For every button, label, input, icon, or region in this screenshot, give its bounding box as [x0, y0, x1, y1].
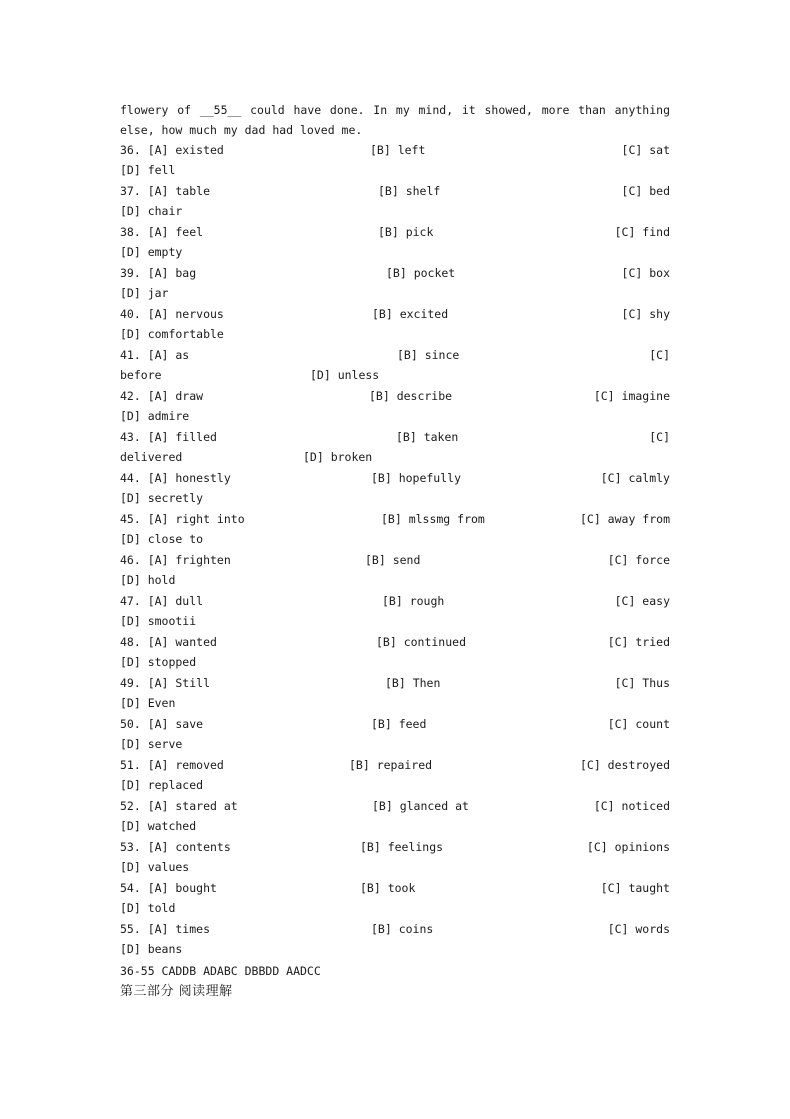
question-continuation-row	[120, 406, 670, 427]
option-d: [D] replaced	[120, 778, 204, 792]
question-continuation-row	[120, 201, 670, 222]
question-continuation-row	[120, 365, 670, 386]
question-item	[120, 837, 670, 878]
question-options-row	[120, 304, 670, 324]
question-options-row	[120, 673, 670, 693]
option-d: [D] secretly	[120, 491, 204, 505]
option-c: [C] tried	[607, 635, 670, 649]
question-item	[120, 878, 670, 919]
option-a: 51. [A] removed	[120, 758, 224, 772]
question-continuation-row	[120, 283, 670, 304]
option-c: [C] opinions	[586, 840, 670, 854]
option-a: 42. [A] draw	[120, 389, 204, 403]
question-item	[120, 591, 670, 632]
question-options-row	[120, 796, 670, 816]
option-b: [B] glanced at	[372, 799, 469, 813]
question-continuation-row	[120, 570, 670, 591]
question-options-row	[120, 140, 670, 160]
option-a: 49. [A] Still	[120, 676, 211, 690]
option-c: [C]	[649, 348, 670, 362]
option-a: 36. [A] existed	[120, 143, 224, 157]
question-options-row	[120, 386, 670, 406]
question-options-row	[120, 222, 670, 242]
option-c: [C] taught	[600, 881, 670, 895]
option-c: [C] find	[614, 225, 670, 239]
question-options-row	[120, 837, 670, 857]
option-d: [D] told	[120, 901, 176, 915]
question-item	[120, 673, 670, 714]
option-c: [C] sat	[621, 143, 670, 157]
option-a: 50. [A] save	[120, 717, 204, 731]
option-b: [B] taken	[396, 430, 459, 444]
question-options-row	[120, 263, 670, 283]
option-b: [B] excited	[372, 307, 449, 321]
question-options-row	[120, 878, 670, 898]
option-b: [B] feed	[371, 717, 427, 731]
question-options-row	[120, 509, 670, 529]
question-item	[120, 468, 670, 509]
option-c: [C] words	[607, 922, 670, 936]
option-d: [D] empty	[120, 245, 183, 259]
option-c: [C] away from	[579, 512, 670, 526]
option-b: [B] describe	[369, 389, 453, 403]
question-item	[120, 181, 670, 222]
question-options-row	[120, 345, 670, 365]
question-list	[120, 140, 670, 960]
option-b: [B] left	[370, 143, 426, 157]
option-b: [B] pick	[378, 225, 434, 239]
question-options-row	[120, 919, 670, 939]
question-continuation-row	[120, 242, 670, 263]
question-continuation-row	[120, 652, 670, 673]
question-item	[120, 796, 670, 837]
option-d: [D] Even	[120, 696, 176, 710]
option-a: 43. [A] filled	[120, 430, 217, 444]
option-c: [C] shy	[621, 307, 670, 321]
question-continuation-row	[120, 160, 670, 181]
question-continuation-row	[120, 611, 670, 632]
option-c-continued: delivered	[120, 450, 183, 464]
question-item	[120, 509, 670, 550]
option-d: [D] serve	[120, 737, 183, 751]
option-d: [D] admire	[120, 409, 190, 423]
option-d: [D] fell	[120, 163, 176, 177]
option-c: [C] imagine	[593, 389, 670, 403]
option-c: [C] Thus	[614, 676, 670, 690]
option-d: [D] stopped	[120, 655, 197, 669]
option-b: [B] continued	[376, 635, 467, 649]
question-continuation-row	[120, 529, 670, 550]
option-c: [C] force	[607, 553, 670, 567]
question-options-row	[120, 714, 670, 734]
option-c: [C] noticed	[593, 799, 670, 813]
question-item	[120, 919, 670, 960]
option-c: [C] calmly	[600, 471, 670, 485]
option-c: [C] easy	[614, 594, 670, 608]
option-b: [B] pocket	[386, 266, 456, 280]
option-c: [C] destroyed	[579, 758, 670, 772]
question-options-row	[120, 550, 670, 570]
question-item	[120, 304, 670, 345]
question-continuation-row	[120, 324, 670, 345]
question-continuation-row	[120, 898, 670, 919]
question-item	[120, 222, 670, 263]
option-a: 41. [A] as	[120, 348, 190, 362]
question-options-row	[120, 632, 670, 652]
question-item	[120, 345, 670, 386]
option-c: [C]	[649, 430, 670, 444]
option-d: [D] broken	[303, 450, 373, 464]
question-continuation-row	[120, 775, 670, 796]
question-item	[120, 632, 670, 673]
option-d: [D] comfortable	[120, 327, 224, 341]
option-d: [D] smootii	[120, 614, 197, 628]
question-item	[120, 550, 670, 591]
option-c-continued: before	[120, 368, 162, 382]
option-a: 45. [A] right into	[120, 512, 245, 526]
question-item	[120, 427, 670, 468]
question-options-row	[120, 755, 670, 775]
option-a: 48. [A] wanted	[120, 635, 217, 649]
option-b: [B] took	[360, 881, 416, 895]
question-item	[120, 140, 670, 181]
option-d: [D] watched	[120, 819, 197, 833]
option-c: [C] bed	[621, 184, 670, 198]
question-options-row	[120, 427, 670, 447]
option-d: [D] jar	[120, 286, 169, 300]
question-options-row	[120, 181, 670, 201]
option-b: [B] rough	[382, 594, 445, 608]
option-b: [B] coins	[371, 922, 434, 936]
section-heading: 第三部分 阅读理解	[120, 984, 233, 999]
question-continuation-row	[120, 693, 670, 714]
question-item	[120, 386, 670, 427]
option-b: [B] repaired	[349, 758, 433, 772]
option-b: [B] since	[397, 348, 460, 362]
passage-ending: flowery of __55__ could have done. In my mind, it showed, more than anything else, how much my dad had loved me.	[120, 103, 670, 137]
option-d: [D] close to	[120, 532, 204, 546]
question-item	[120, 714, 670, 755]
option-a: 39. [A] bag	[120, 266, 197, 280]
option-b: [B] hopefully	[371, 471, 462, 485]
option-a: 53. [A] contents	[120, 840, 231, 854]
option-d: [D] values	[120, 860, 190, 874]
question-options-row	[120, 591, 670, 611]
option-a: 44. [A] honestly	[120, 471, 231, 485]
option-d: [D] beans	[120, 942, 183, 956]
option-a: 46. [A] frighten	[120, 553, 231, 567]
option-c: [C] count	[607, 717, 670, 731]
option-b: [B] mlssmg from	[381, 512, 485, 526]
question-continuation-row	[120, 488, 670, 509]
option-b: [B] shelf	[378, 184, 441, 198]
option-d: [D] unless	[310, 368, 380, 382]
option-a: 54. [A] bought	[120, 881, 217, 895]
question-continuation-row	[120, 447, 670, 468]
question-continuation-row	[120, 939, 670, 960]
option-a: 37. [A] table	[120, 184, 211, 198]
question-item	[120, 263, 670, 304]
option-d: [D] chair	[120, 204, 183, 218]
answer-key: 36-55 CADDB ADABC DBBDD AADCC	[120, 964, 321, 978]
question-continuation-row	[120, 816, 670, 837]
question-item	[120, 755, 670, 796]
option-b: [B] feelings	[360, 840, 444, 854]
document-page	[120, 100, 670, 1002]
option-b: [B] send	[365, 553, 421, 567]
option-a: 38. [A] feel	[120, 225, 204, 239]
question-options-row	[120, 468, 670, 488]
question-continuation-row	[120, 734, 670, 755]
option-a: 47. [A] dull	[120, 594, 204, 608]
option-a: 40. [A] nervous	[120, 307, 224, 321]
option-b: [B] Then	[385, 676, 441, 690]
option-d: [D] hold	[120, 573, 176, 587]
question-continuation-row	[120, 857, 670, 878]
option-a: 52. [A] stared at	[120, 799, 238, 813]
option-c: [C] box	[621, 266, 670, 280]
option-a: 55. [A] times	[120, 922, 211, 936]
